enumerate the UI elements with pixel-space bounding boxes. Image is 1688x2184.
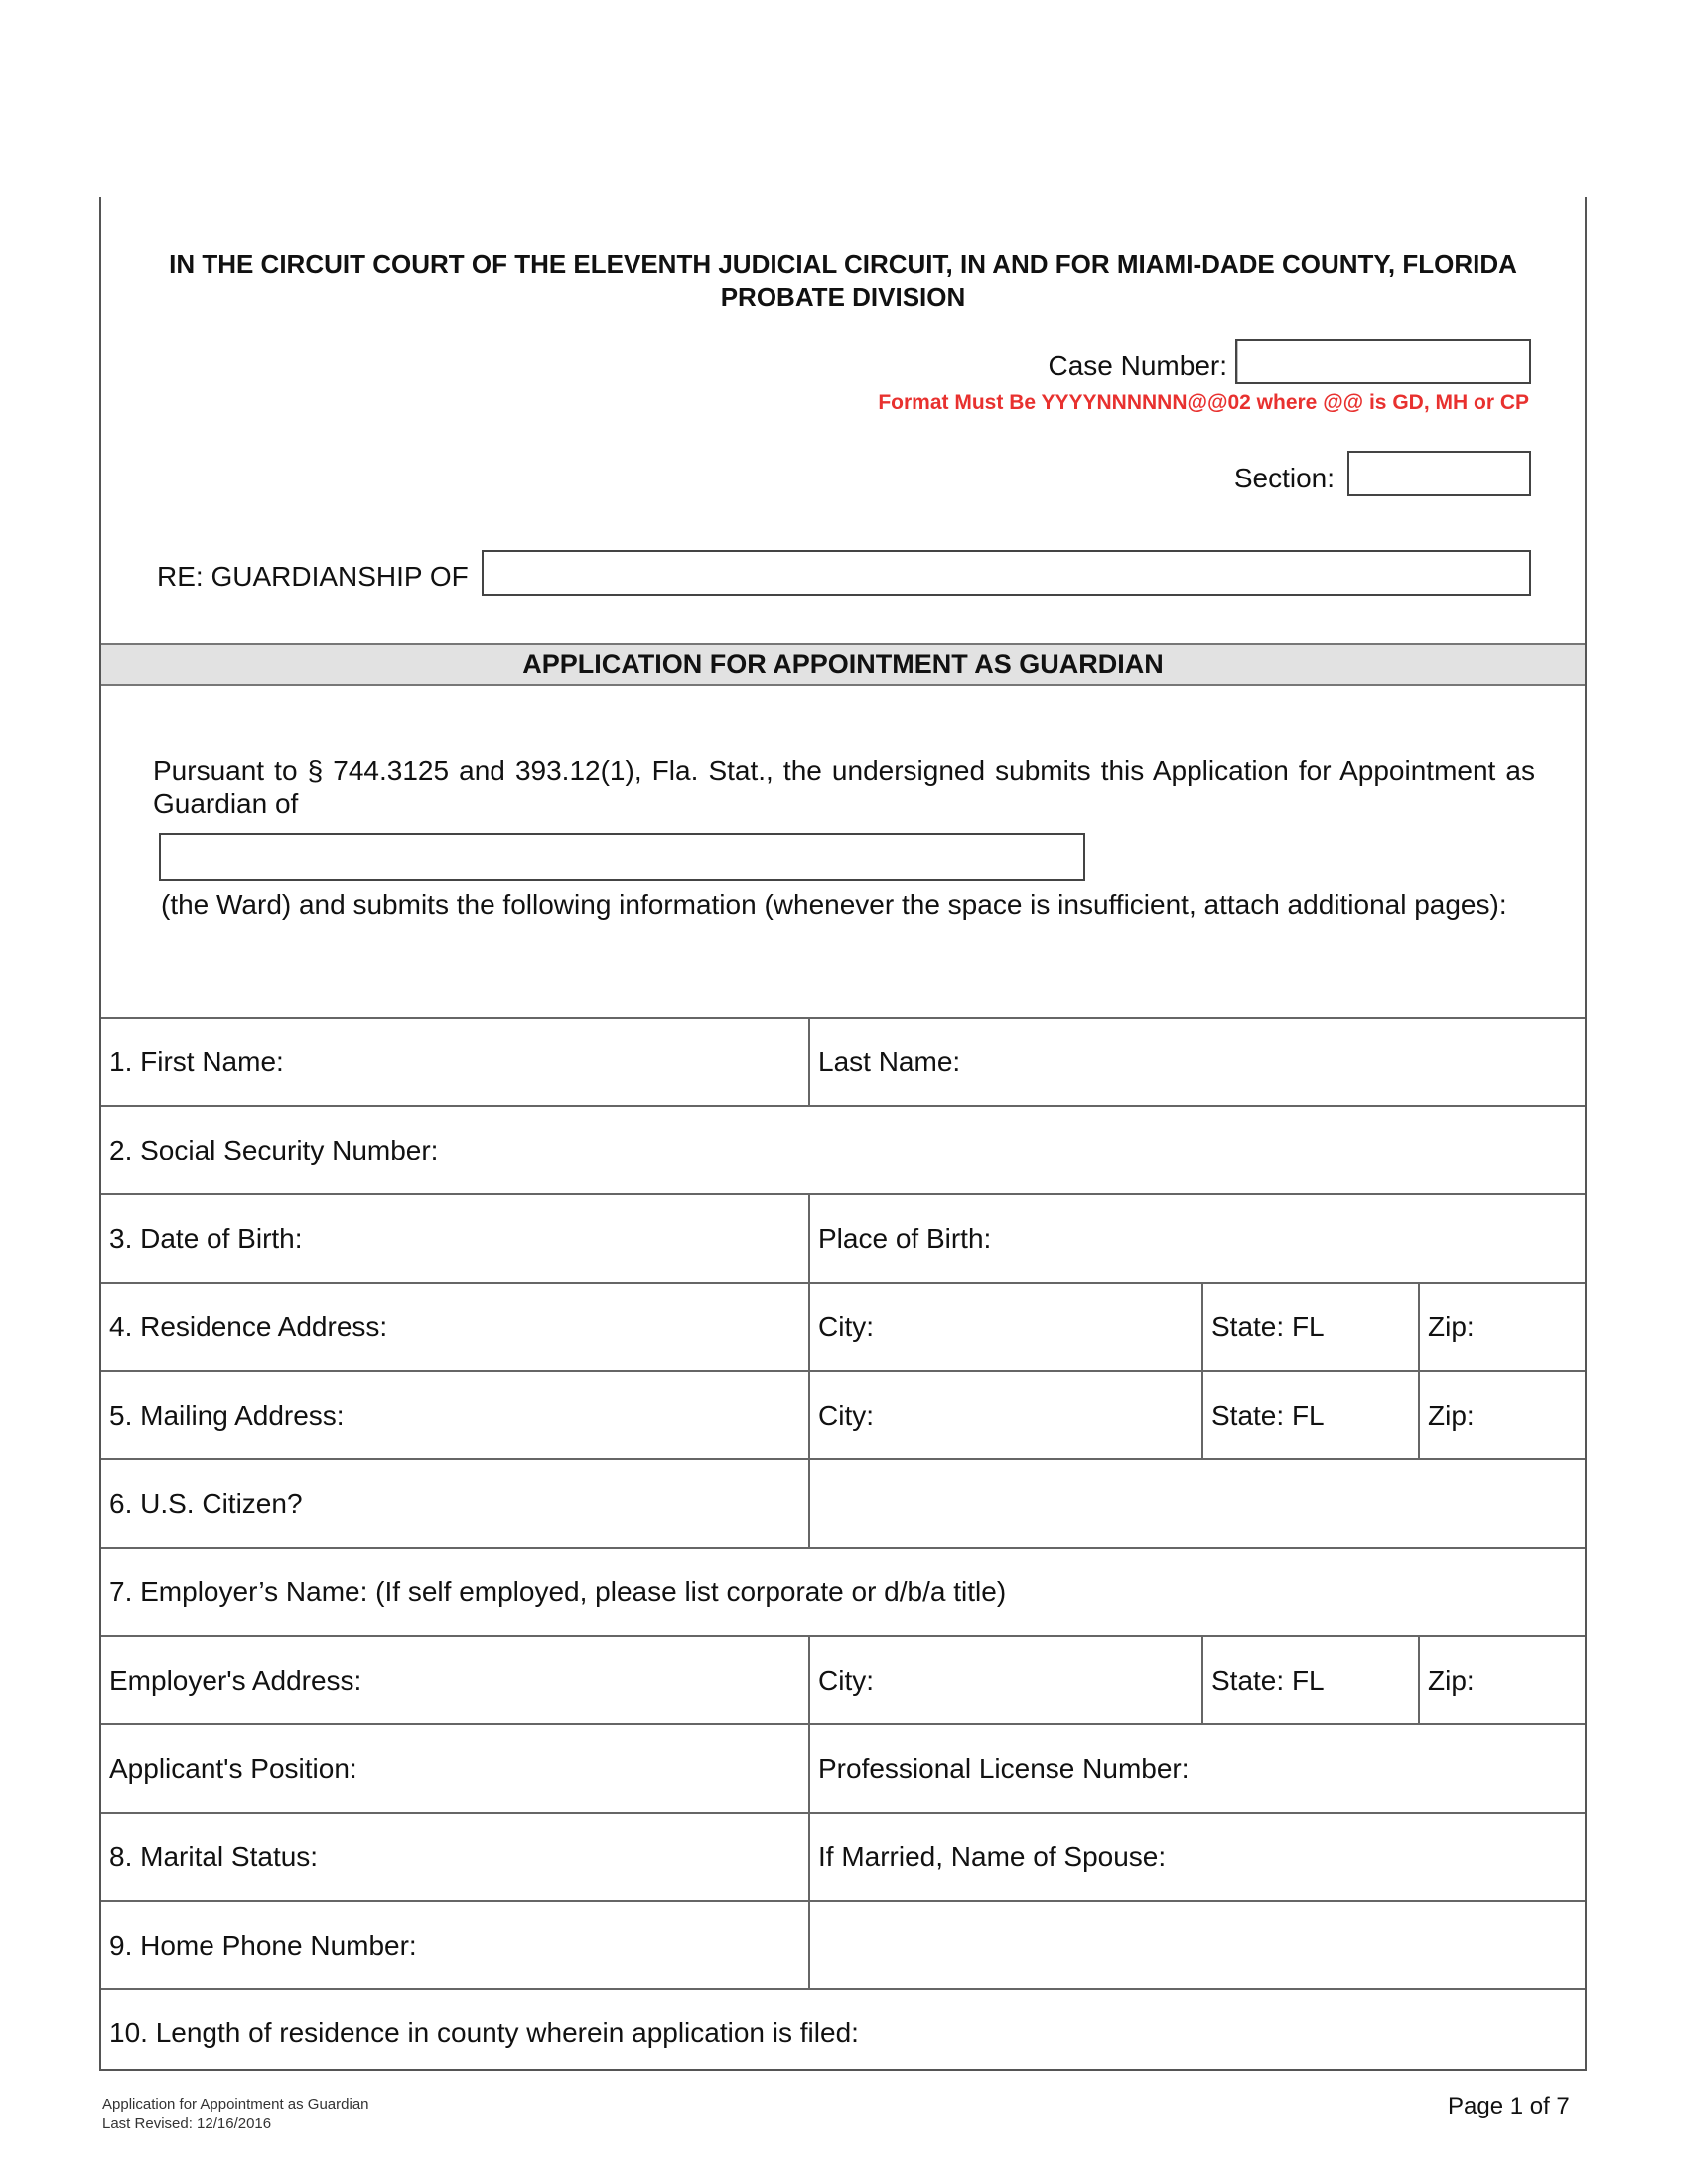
mailing-address-field[interactable]: 5. Mailing Address: bbox=[109, 1399, 345, 1431]
dob-field[interactable]: 3. Date of Birth: bbox=[109, 1222, 303, 1254]
license-number-field[interactable]: Professional License Number: bbox=[808, 1725, 1585, 1812]
residence-city-field[interactable]: City: bbox=[808, 1284, 1201, 1370]
mailing-state-field[interactable]: State: FL bbox=[1201, 1372, 1418, 1458]
residence-address-field[interactable]: 4. Residence Address: bbox=[109, 1310, 388, 1342]
last-name-field[interactable]: Last Name: bbox=[808, 1019, 1585, 1105]
employer-address-field[interactable]: Employer's Address: bbox=[109, 1664, 362, 1696]
case-number-label: Case Number: bbox=[1048, 350, 1227, 381]
mailing-zip-field[interactable]: Zip: bbox=[1418, 1372, 1585, 1458]
footer-form-info bbox=[102, 2095, 369, 2134]
table-row bbox=[101, 1812, 1585, 1900]
table-row bbox=[101, 1193, 1585, 1282]
residence-zip-field[interactable]: Zip: bbox=[1418, 1284, 1585, 1370]
section-input[interactable] bbox=[1347, 451, 1531, 496]
residence-state-field[interactable]: State: FL bbox=[1201, 1284, 1418, 1370]
us-citizen-label: 6. U.S. Citizen? bbox=[109, 1487, 303, 1519]
case-format-note: Format Must Be YYYYNNNNNN@@02 where @@ is GD, MH or CP bbox=[878, 391, 1529, 414]
application-title: APPLICATION FOR APPOINTMENT AS GUARDIAN bbox=[101, 643, 1585, 686]
ssn-field[interactable]: 2. Social Security Number: bbox=[109, 1134, 439, 1165]
page-number: Page 1 of 7 bbox=[1448, 2093, 1570, 2119]
employer-city-field[interactable]: City: bbox=[808, 1637, 1201, 1723]
division-line: PROBATE DIVISION bbox=[720, 282, 966, 312]
us-citizen-field[interactable] bbox=[808, 1460, 1585, 1547]
pursuant-paragraph: Pursuant to § 744.3125 and 393.12(1), Fla. Stat., the undersigned submits this Application for Appointment as Guardian of bbox=[153, 755, 1535, 819]
table-row bbox=[101, 1988, 1585, 2076]
table-row bbox=[101, 1105, 1585, 1193]
employer-name-field[interactable]: 7. Employer’s Name: (If self employed, please list corporate or d/b/a title) bbox=[109, 1575, 1007, 1607]
court-line: IN THE CIRCUIT COURT OF THE ELEVENTH JUDICIAL CIRCUIT, IN AND FOR MIAMI-DADE COUNTY, FLORIDA bbox=[169, 249, 1517, 279]
case-number-input[interactable] bbox=[1235, 339, 1531, 384]
spouse-name-field[interactable]: If Married, Name of Spouse: bbox=[808, 1814, 1585, 1900]
mailing-city-field[interactable]: City: bbox=[808, 1372, 1201, 1458]
table-row bbox=[101, 1282, 1585, 1370]
form-container bbox=[99, 197, 1587, 2071]
table-row bbox=[101, 1458, 1585, 1547]
employer-zip-field[interactable]: Zip: bbox=[1418, 1637, 1585, 1723]
re-guardianship-input[interactable] bbox=[482, 550, 1531, 596]
applicant-info-table bbox=[101, 1017, 1585, 2076]
section-label: Section: bbox=[1233, 463, 1335, 493]
court-heading bbox=[101, 248, 1585, 314]
footer-form-name: Application for Appointment as Guardian bbox=[102, 2096, 369, 2113]
footer-last-revised: Last Revised: 12/16/2016 bbox=[102, 2116, 272, 2132]
table-row bbox=[101, 1017, 1585, 1105]
residence-length-field[interactable]: 10. Length of residence in county wherein application is filed: bbox=[109, 2017, 859, 2048]
table-row bbox=[101, 1547, 1585, 1635]
marital-status-field[interactable]: 8. Marital Status: bbox=[109, 1841, 319, 1872]
table-row bbox=[101, 1635, 1585, 1723]
table-row bbox=[101, 1900, 1585, 1988]
applicant-position-field[interactable]: Applicant's Position: bbox=[109, 1752, 357, 1784]
employer-state-field[interactable]: State: FL bbox=[1201, 1637, 1418, 1723]
place-of-birth-field[interactable]: Place of Birth: bbox=[808, 1195, 1585, 1282]
first-name-field[interactable]: 1. First Name: bbox=[109, 1045, 284, 1077]
re-guardianship-label: RE: GUARDIANSHIP OF bbox=[157, 561, 469, 592]
home-phone-label: 9. Home Phone Number: bbox=[109, 1929, 417, 1961]
table-row bbox=[101, 1723, 1585, 1812]
table-row bbox=[101, 1370, 1585, 1458]
home-phone-field[interactable] bbox=[808, 1902, 1585, 1988]
ward-name-input[interactable] bbox=[159, 833, 1085, 881]
ward-statement: (the Ward) and submits the following information (whenever the space is insufficient, attach additional pages): bbox=[161, 889, 1507, 920]
